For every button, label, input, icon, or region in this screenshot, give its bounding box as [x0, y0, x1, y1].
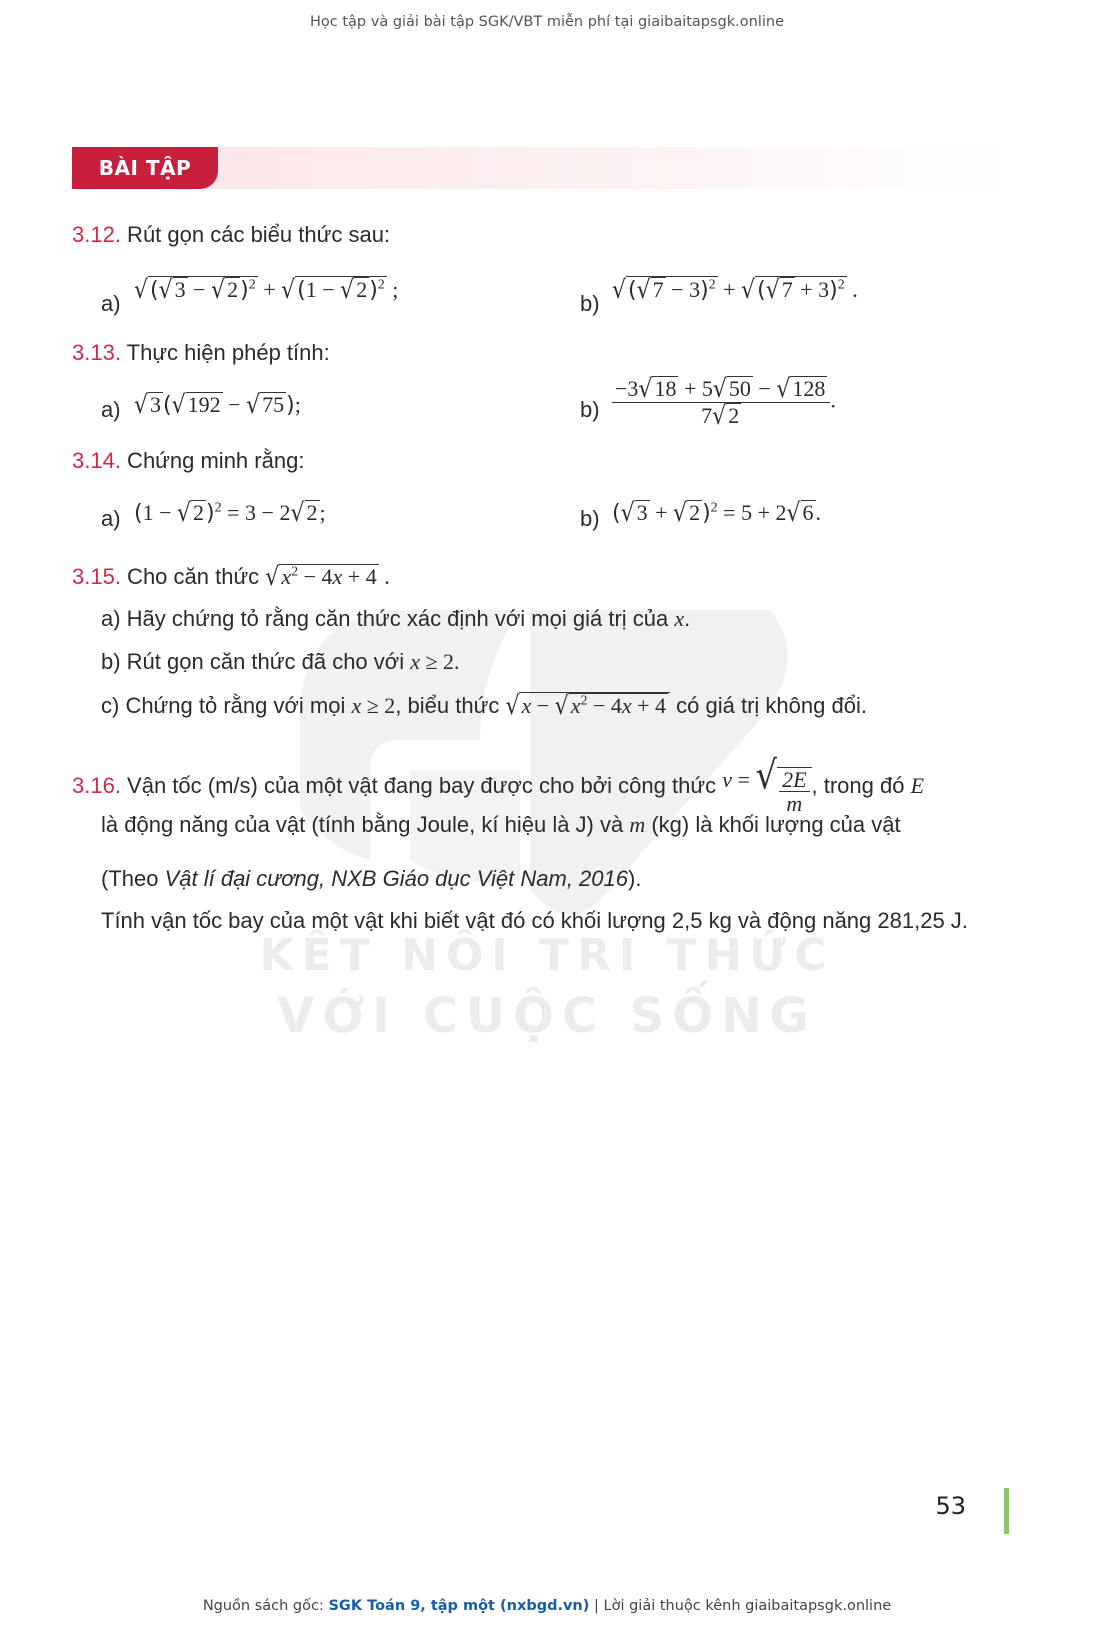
exercise-3-16-line-2: là động năng của vật (tính bằng Joule, kí hiệu là J) và m (kg) là khối lượng của vật: [101, 812, 901, 837]
exercise-text: Vận tốc (m/s) của một vật đang bay được cho bởi công thức: [120, 773, 723, 798]
exercise-3-15-a: a) Hãy chứng tỏ rằng căn thức xác định với mọi giá trị của x.: [101, 606, 691, 631]
formula-3-13-b: $\frac{-3√18 + 5√50 - √128}{7√2}$ .: [612, 376, 836, 429]
exercise-3-15-b: b) Rút gọn căn thức đã cho với x ≥ 2.: [101, 649, 460, 674]
exercise-3-13-heading: [72, 340, 330, 366]
formula-velocity: v = √ $\frac{2E}{m}$: [722, 767, 811, 792]
exercise-text: Cho căn thức: [120, 564, 266, 589]
part-c-text-start: c) Chứng tỏ rằng với mọi: [101, 693, 352, 718]
exercise-3-15-c: c) Chứng tỏ rằng với mọi x ≥ 2, biểu thức $√x - √x^2 - 4x + 4$ có giá trị không đổi.: [101, 692, 867, 721]
exercise-text-end: (kg) là khối lượng của vật: [645, 812, 901, 837]
page-number-bar: [1004, 1488, 1009, 1534]
exercise-3-12-heading: [72, 222, 390, 248]
formula-3-12-b: $√(√7 - 3)^2 + √(√7 + 3)^2$ .: [612, 276, 858, 305]
label-b: b): [580, 397, 600, 422]
exercise-number: 3.13.: [72, 340, 121, 365]
label-a: a): [101, 506, 121, 531]
formula-3-14-a: $(1 - √2)^2 = 3 - 2√2$;: [134, 499, 326, 528]
header-note: Học tập và giải bài tập SGK/VBT miễn phí tại giaibaitapsgk.online: [310, 14, 784, 30]
page-number: 53: [935, 1492, 966, 1520]
exercise-number: 3.14.: [72, 448, 121, 473]
exercise-text: là động năng của vật (tính bằng Joule, kí hiệu là J) và: [101, 812, 630, 837]
label-b: b): [580, 291, 600, 316]
formula-3-15: $√x^2 - 4x + 4$ .: [265, 563, 390, 592]
footer-suffix: | Lời giải thuộc kênh giaibaitapsgk.online: [589, 1598, 892, 1614]
formula-3-14-b: $(√3 + √2)^2 = 5 + 2√6$.: [612, 499, 822, 528]
formula-3-15-c: $√x - √x^2 - 4x + 4$: [505, 693, 670, 718]
exercise-text-end: , trong đó: [811, 773, 911, 798]
part-b-text: b) Rút gọn căn thức đã cho với: [101, 649, 411, 674]
exercise-number: 3.15.: [72, 564, 121, 589]
exercise-3-14-heading: [72, 448, 304, 474]
label-a: a): [101, 291, 121, 316]
footer-prefix: Nguồn sách gốc:: [202, 1598, 329, 1614]
footer: [0, 1598, 1094, 1614]
watermark-line-1: KẾT NỐI TRI THỨC: [259, 930, 835, 981]
exercise-text: Rút gọn các biểu thức sau:: [120, 222, 391, 247]
exercise-text: Thực hiện phép tính:: [120, 340, 330, 365]
citation-open: (Theo: [101, 866, 165, 891]
part-a-text: a) Hãy chứng tỏ rằng căn thức xác định với mọi giá trị của: [101, 606, 675, 631]
label-a: a): [101, 397, 121, 422]
footer-source-link[interactable]: SGK Toán 9, tập một (nxbgd.vn): [328, 1598, 590, 1614]
formula-3-12-a: $√(√3 - √2)^2 + √(1 - √2)^2$ ;: [134, 276, 399, 305]
exercise-3-16-line-1: 3.16. Vận tốc (m/s) của một vật đang bay được cho bởi công thức v = √ $\frac{2E}{m}$ , trong đó E: [72, 753, 925, 817]
part-c-text-mid: , biểu thức: [395, 693, 506, 718]
part-c-text-end: có giá trị không đổi.: [670, 693, 867, 718]
exercise-3-16-line-3: [101, 866, 641, 892]
label-b: b): [580, 506, 600, 531]
exercise-number: 3.12.: [72, 222, 121, 247]
watermark-line-2: VỚI CUỘC SỐNG: [277, 988, 817, 1044]
exercise-3-16-line-4: Tính vận tốc bay của một vật khi biết vật đó có khối lượng 2,5 kg và động năng 281,25 J.: [101, 908, 968, 933]
citation-close: ).: [628, 866, 642, 891]
exercise-number: 3.16.: [72, 773, 121, 798]
exercise-3-15-heading: [72, 564, 390, 590]
exercise-text: Chứng minh rằng:: [120, 448, 305, 473]
citation-book: Vật lí đại cương, NXB Giáo dục Việt Nam, 2016: [164, 866, 629, 891]
formula-3-13-a: √3(√192 − √75);: [134, 391, 301, 420]
section-title: BÀI TẬP: [72, 147, 218, 189]
